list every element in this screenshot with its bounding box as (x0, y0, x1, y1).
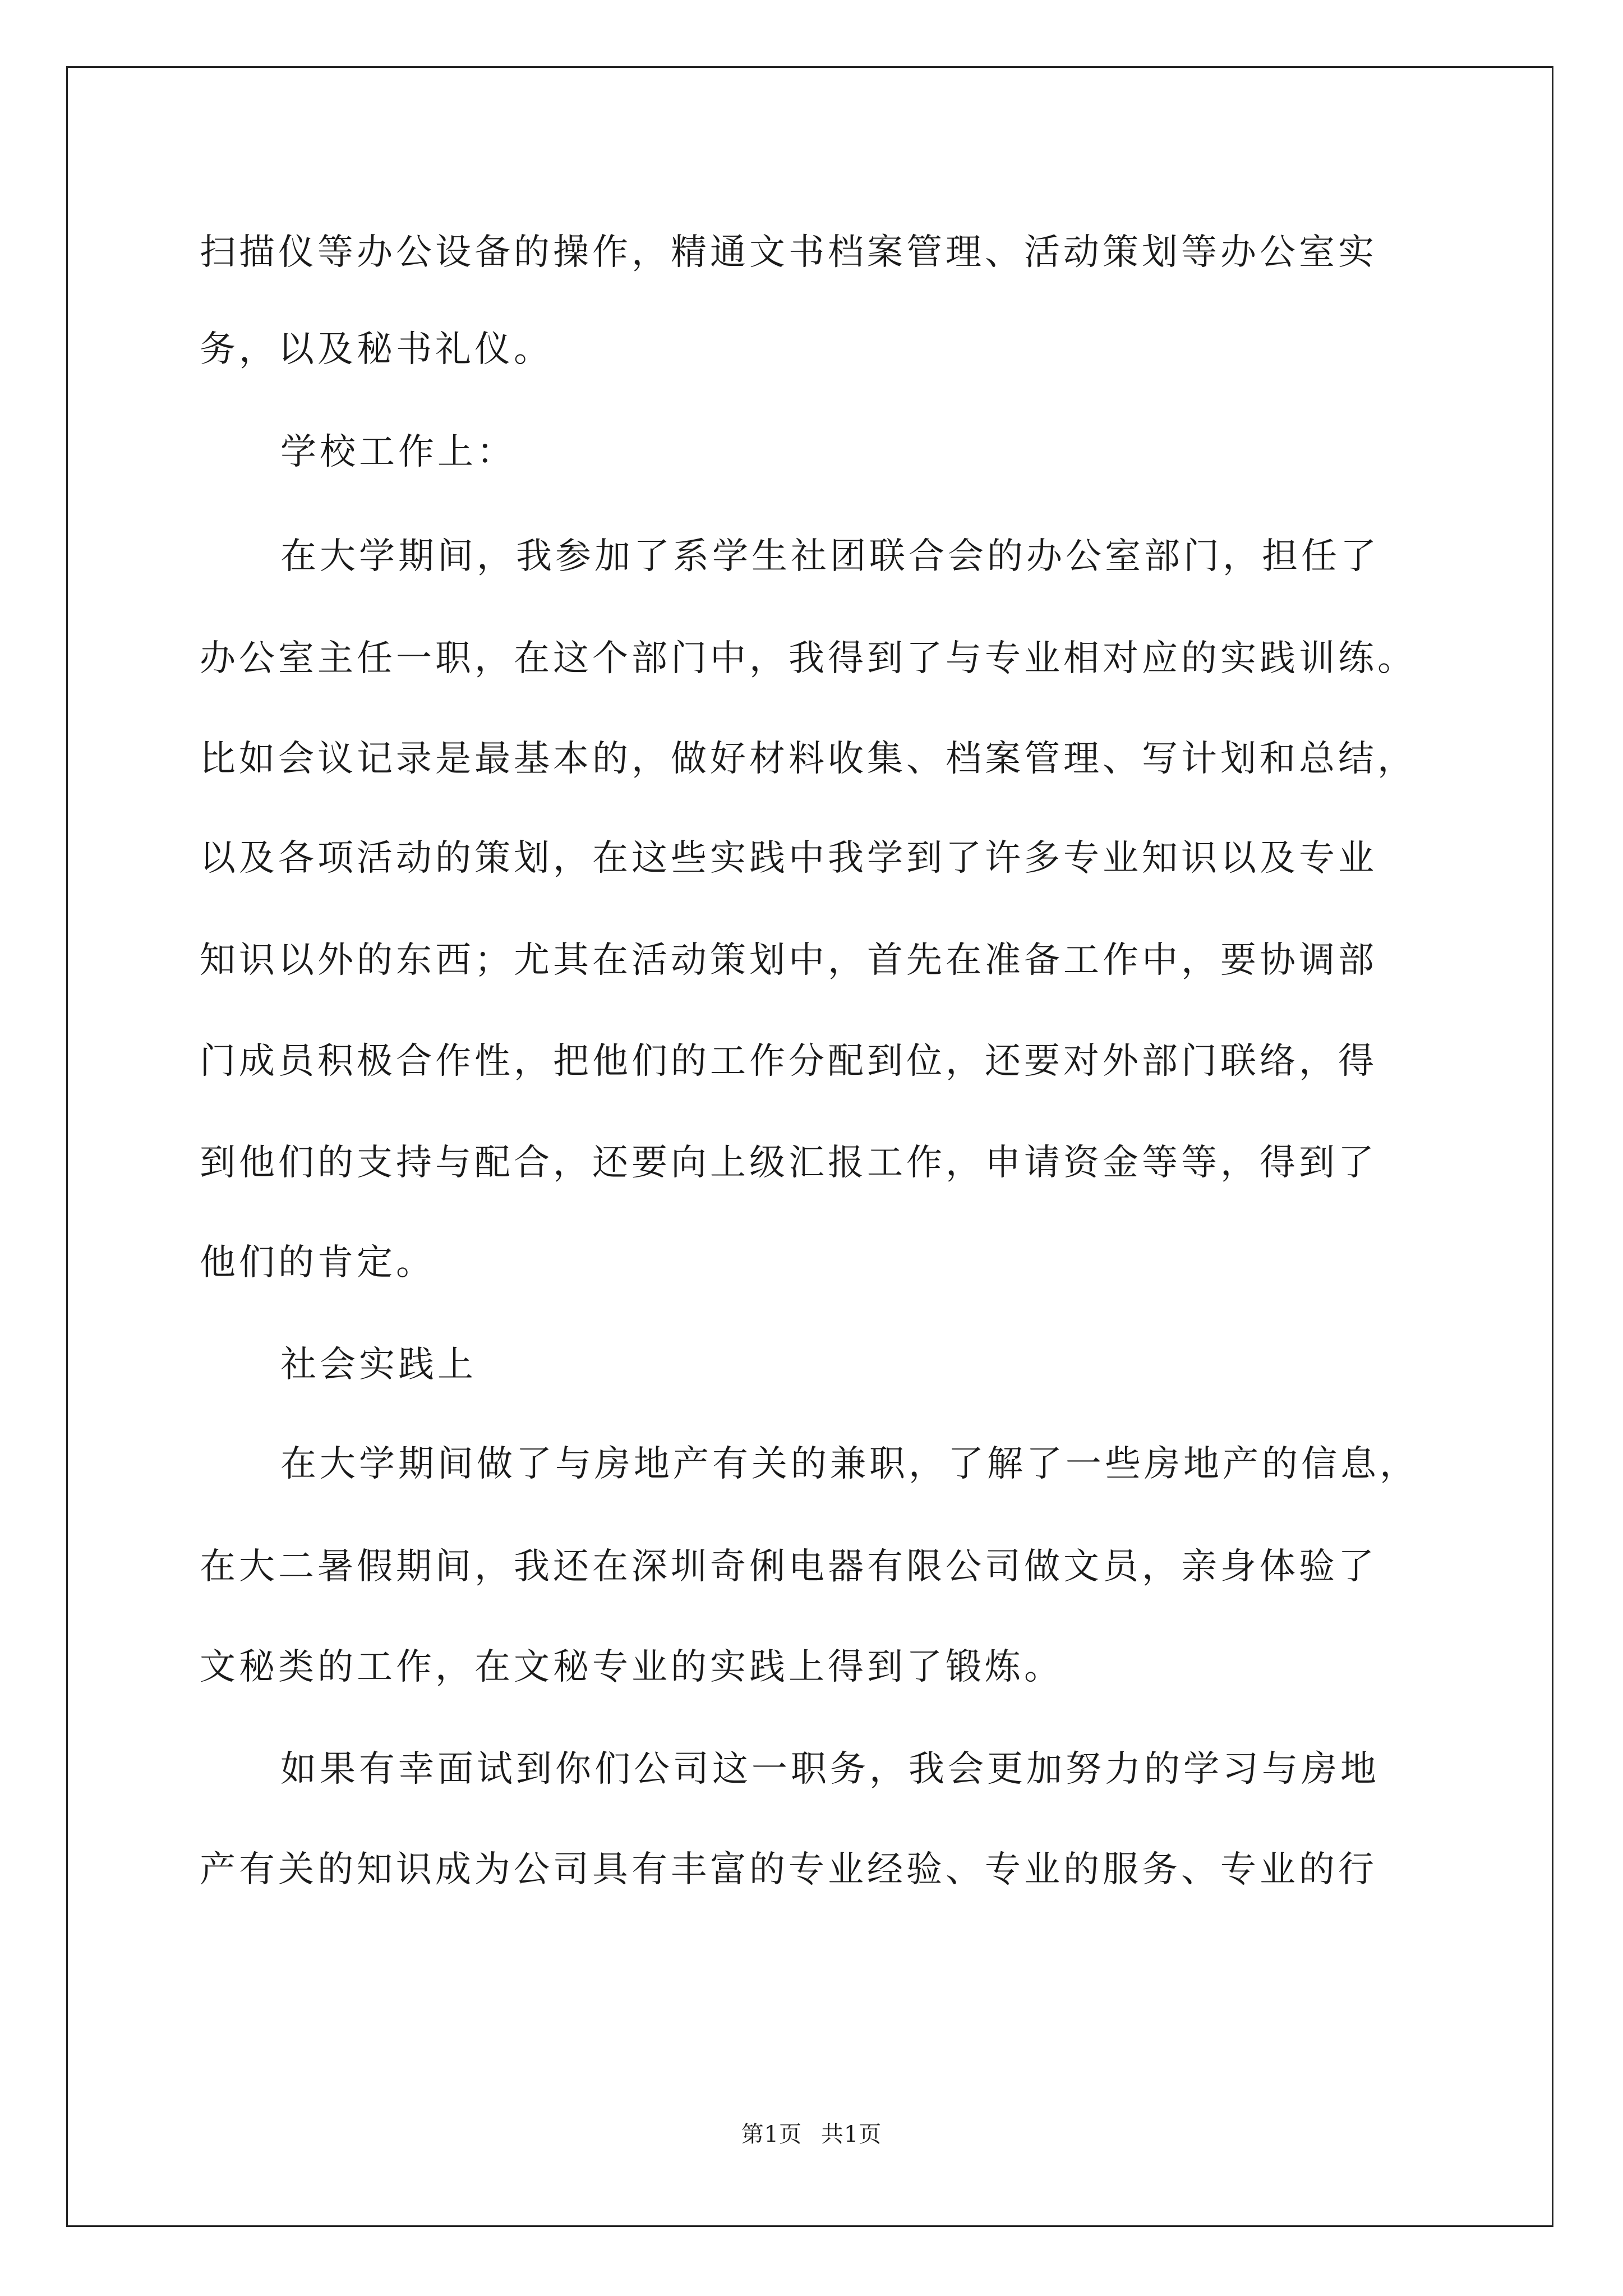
text-line: 务，以及秘书礼仪。 (200, 329, 553, 370)
text-line: 扫描仪等办公设备的操作，精通文书档案管理、活动策划等办公室实 (200, 232, 1377, 273)
text-line: 比如会议记录是最基本的，做好材料收集、档案管理、写计划和总结， (200, 738, 1417, 780)
text-line: 在大学期间，我参加了系学生社团联合会的办公室部门，担任了 (280, 536, 1380, 577)
text-line: 他们的肯定。 (200, 1242, 435, 1283)
text-line: 产有关的知识成为公司具有丰富的专业经验、专业的服务、专业的行 (200, 1849, 1377, 1890)
text-line: 办公室主任一职，在这个部门中，我得到了与专业相对应的实践训练。 (200, 638, 1417, 679)
text-line: 在大学期间做了与房地产有关的兼职，了解了一些房地产的信息， (280, 1443, 1419, 1485)
section-heading: 社会实践上 (280, 1344, 477, 1386)
text-line: 以及各项活动的策划，在这些实践中我学到了许多专业知识以及专业 (200, 838, 1377, 879)
page-footer (0, 2120, 1623, 2148)
text-line: 文秘类的工作，在文秘专业的实践上得到了锻炼。 (200, 1646, 1063, 1688)
section-heading: 学校工作上： (280, 431, 516, 473)
text-line: 到他们的支持与配合，还要向上级汇报工作，申请资金等等，得到了 (200, 1142, 1377, 1184)
text-line: 知识以外的东西；尤其在活动策划中，首先在准备工作中，要协调部 (200, 940, 1377, 981)
text-line: 门成员积极合作性，把他们的工作分配到位，还要对外部门联络，得 (200, 1041, 1377, 1082)
text-line: 在大二暑假期间，我还在深圳奇俐电器有限公司做文员，亲身体验了 (200, 1546, 1377, 1588)
text-line: 如果有幸面试到你们公司这一职务，我会更加努力的学习与房地 (280, 1749, 1380, 1790)
page-number: 第1页 (741, 2122, 803, 2147)
page-total: 共1页 (820, 2122, 882, 2147)
